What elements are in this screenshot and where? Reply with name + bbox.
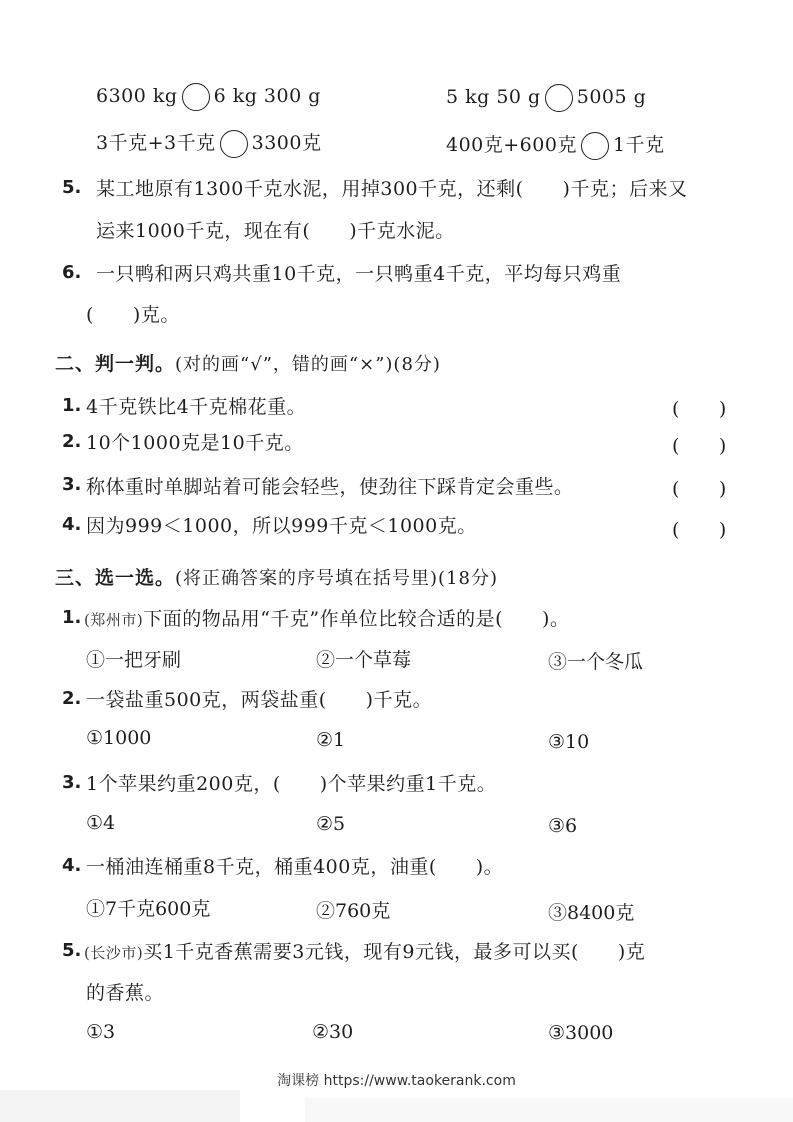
compare-row2-right (446, 132, 665, 160)
compare-circle[interactable] (581, 132, 609, 160)
question-text: 买1千克香蕉需要3元钱，现有9元钱，最多可以买( )克 (143, 941, 646, 963)
option-2[interactable]: ②一个草莓 (316, 649, 412, 671)
option-1[interactable]: ①1000 (86, 727, 152, 749)
option-3[interactable]: ③8400克 (548, 902, 635, 924)
scan-smudge (305, 1098, 793, 1122)
answer-paren[interactable]: ( ) (672, 435, 727, 457)
option-3[interactable]: ③10 (548, 731, 590, 753)
option-1[interactable]: ①4 (86, 812, 116, 834)
question-source: (长沙市) (84, 944, 144, 962)
option-3[interactable]: ③3000 (548, 1022, 614, 1044)
question-source: (郑州市) (84, 611, 144, 629)
question-number: 3. (62, 772, 82, 793)
question-line (84, 939, 645, 966)
compare-circle[interactable] (545, 84, 573, 112)
option-3[interactable]: ③6 (548, 815, 578, 837)
answer-paren[interactable]: ( ) (672, 478, 727, 500)
question-number: 1. (62, 395, 82, 416)
option-1[interactable]: ①一把牙刷 (86, 649, 182, 671)
question-number: 2. (62, 688, 82, 709)
question-number: 5. (62, 940, 82, 961)
footer-watermark: 淘课榜 https://www.taokerank.com (277, 1073, 516, 1089)
compare-expr: 5 kg 50 g (446, 86, 541, 108)
question-line (84, 606, 569, 633)
question-text: 10个1000克是10千克。 (86, 432, 304, 454)
section-heading (55, 563, 498, 590)
compare-expr: 400克+600克 (446, 134, 577, 156)
question-text: 一只鸭和两只鸡共重10千克，一只鸭重4千克，平均每只鸡重 (96, 263, 622, 285)
option-2[interactable]: ②30 (312, 1021, 354, 1043)
question-text: 一桶油连桶重8千克，桶重400克，油重( )。 (86, 856, 504, 878)
question-text: 因为999＜1000，所以999千克＜1000克。 (86, 515, 477, 537)
section-heading (55, 349, 441, 376)
option-1[interactable]: ①7千克600克 (86, 898, 211, 920)
compare-circle[interactable] (182, 83, 210, 111)
option-2[interactable]: ②760克 (316, 900, 391, 922)
compare-expr: 3千克+3千克 (96, 132, 216, 154)
question-number: 5. (62, 177, 82, 198)
option-3[interactable]: ③一个冬瓜 (548, 651, 644, 673)
compare-expr: 1千克 (612, 134, 665, 156)
compare-row1-left (96, 83, 321, 111)
answer-paren[interactable]: ( ) (672, 398, 727, 420)
section-title: 三、选一选。 (55, 567, 176, 589)
section-title: 二、判一判。 (55, 353, 176, 375)
question-text: 称体重时单脚站着可能会轻些，使劲往下踩肯定会重些。 (86, 476, 574, 498)
question-text: 某工地原有1300千克水泥，用掉300千克，还剩( )千克；后来又 (96, 178, 688, 200)
question-number: 2. (62, 431, 82, 452)
option-2[interactable]: ②5 (316, 813, 346, 835)
question-number: 3. (62, 474, 82, 495)
question-number: 1. (62, 607, 82, 628)
option-1[interactable]: ①3 (86, 1021, 116, 1043)
question-text: 下面的物品用“千克”作单位比较合适的是( )。 (143, 608, 570, 630)
compare-expr: 5005 g (576, 86, 647, 108)
scan-smudge (0, 1090, 240, 1122)
compare-row1-right (446, 84, 646, 112)
question-text: 的香蕉。 (86, 982, 165, 1004)
answer-paren[interactable]: ( ) (672, 519, 727, 541)
question-text: 运来1000千克，现在有( )千克水泥。 (96, 220, 455, 242)
compare-expr: 3300克 (251, 132, 322, 154)
compare-circle[interactable] (220, 130, 248, 158)
compare-expr: 6 kg 300 g (213, 85, 321, 107)
section-subtitle: (对的画“√”，错的画“×”)(8分) (175, 354, 441, 375)
question-text: 一袋盐重500克，两袋盐重( )千克。 (86, 689, 433, 711)
question-number: 4. (62, 514, 82, 535)
compare-expr: 6300 kg (96, 85, 178, 107)
option-2[interactable]: ②1 (316, 729, 346, 751)
question-text: ( )克。 (86, 304, 180, 326)
question-text: 4千克铁比4千克棉花重。 (86, 396, 307, 418)
compare-row2-left (96, 130, 321, 158)
section-subtitle: (将正确答案的序号填在括号里)(18分) (175, 568, 499, 589)
question-number: 6. (62, 262, 82, 283)
question-number: 4. (62, 855, 82, 876)
question-text: 1个苹果约重200克，( )个苹果约重1千克。 (86, 773, 497, 795)
